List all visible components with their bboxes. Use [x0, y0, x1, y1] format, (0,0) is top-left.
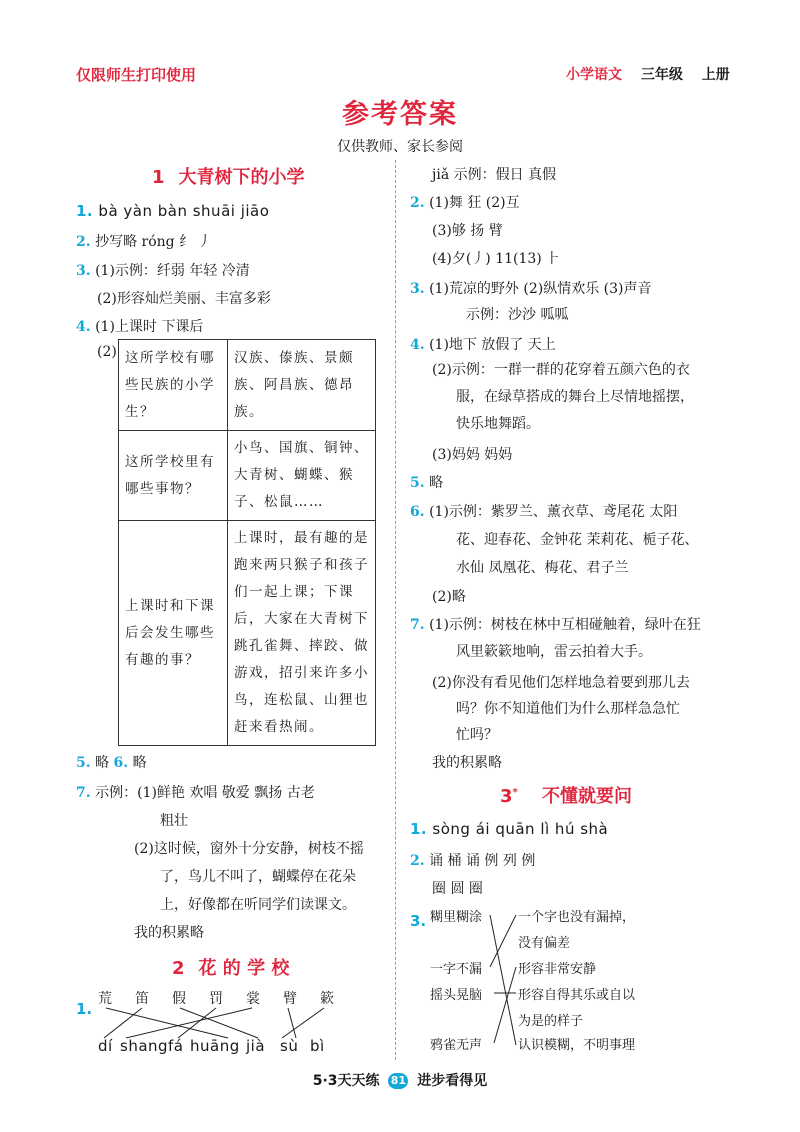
answer-text: (1)示例：树枝在林中互相碰触着，绿叶在狂: [429, 617, 701, 633]
grade-label: 三年级: [640, 67, 683, 83]
question-number: 1.: [410, 820, 428, 838]
match-char: 臂: [283, 991, 297, 1007]
section-number: 1: [152, 167, 165, 188]
section-number: 3*: [500, 786, 518, 807]
answer-text: 我的积累略: [134, 925, 204, 941]
answer-text: 服，在绿草搭成的舞台上尽情地摇摆，: [456, 389, 694, 405]
idiom-item: 摇头晃脑: [430, 988, 483, 1003]
match-line: [180, 1008, 258, 1038]
answer-text: (1)上课时 下课后: [95, 319, 204, 335]
question-number: 4.: [76, 319, 91, 335]
match-char: 簌: [320, 991, 334, 1007]
idiom-item: 糊里糊涂: [430, 910, 483, 925]
answer-text: (2)你没有看见他们怎样地急着要到那儿去: [432, 675, 690, 691]
match-line: [288, 1008, 296, 1038]
match-pinyin: jià: [246, 1037, 266, 1055]
answer-text: (1)示例：紫罗兰、薰衣草、鸢尾花 太阳: [429, 504, 678, 520]
question-number: 3.: [76, 263, 91, 279]
question-number: 7.: [76, 785, 91, 801]
answer-text: 诵 桶 诵 例 列 例: [429, 853, 536, 869]
answer-text: (2)略: [432, 589, 466, 605]
idiom-item: 一字不漏: [430, 962, 483, 977]
answer-text: 风里簌簌地响，雷云拍着大手。: [456, 644, 652, 660]
answer-text: (4)夕(丿) 11(13) ⺊: [432, 251, 561, 267]
table-question: 上课时和下课后会发生哪些有趣的事？: [119, 521, 228, 746]
answer-text: (1)示例：纤弱 年轻 冷清: [95, 263, 250, 279]
table-answer: 上课时，最有趣的是跑来两只猴子和孩子们一起上课；下课后，大家在大青树下跳孔雀舞、摔跤、做游戏，招引来许多小鸟，连松鼠、山狸也赶来看热闹。: [228, 521, 376, 746]
match-pinyin: shang: [120, 1037, 169, 1055]
answer-text: 快乐地舞蹈。: [456, 416, 540, 432]
answer-text: 粗壮: [160, 813, 188, 829]
match-pinyin: huāng: [190, 1037, 240, 1055]
volume-label: 上册: [701, 67, 730, 83]
match-char: 罚: [209, 991, 223, 1007]
question-number: 5.: [76, 755, 91, 771]
match-line: [490, 915, 516, 967]
question-number: 2.: [76, 234, 91, 250]
answer-text: (2)形容灿烂美丽、丰富多彩: [97, 291, 271, 307]
answer-text: (2)这时候，窗外十分安静，树枝不摇: [134, 841, 364, 857]
meaning-item: 形容自得其乐或自以: [518, 988, 636, 1003]
meaning-item: 形容非常安静: [518, 962, 597, 977]
answer-text: (3)够 扬 臂: [432, 223, 503, 239]
question-number: 6.: [113, 755, 129, 771]
page-number: 81: [388, 1073, 408, 1089]
page-title: 参考答案: [342, 99, 458, 130]
match-pinyin: dí: [98, 1037, 113, 1055]
question-number: 3.: [410, 912, 427, 930]
answer-text: 忙吗？: [456, 727, 498, 743]
meaning-item: 为是的样子: [518, 1014, 584, 1029]
answer-text: (2)示例：一群一群的花穿着五颜六色的衣: [432, 362, 690, 378]
answer-text: 略: [429, 475, 444, 491]
match-line: [126, 1008, 252, 1038]
match-pinyin: fá: [168, 1037, 184, 1055]
page-subtitle: 仅供教师、家长参阅: [337, 139, 463, 155]
meaning-item: 认识模糊，不明事理: [518, 1038, 636, 1053]
match-pinyin: bì: [310, 1037, 325, 1055]
answer-text: (3)妈妈 妈妈: [432, 447, 513, 463]
question-number: 2.: [410, 195, 425, 211]
answer-text: (2): [97, 344, 117, 360]
match-char: 裳: [246, 991, 260, 1007]
question-number: 4.: [410, 337, 425, 353]
question-number: 7.: [410, 617, 425, 633]
answer-text: 水仙 凤凰花、梅花、君子兰: [456, 560, 629, 576]
section-title: 不懂就要问: [542, 786, 633, 807]
answer-text: (1)舞 狂 (2)互: [429, 195, 520, 211]
match-pinyin: sù: [280, 1037, 299, 1055]
answer-text: sòng ái quān lì hú shà: [432, 820, 609, 838]
match-char: 荒: [98, 991, 112, 1007]
answer-text: 示例：(1)鲜艳 欢唱 敬爱 飘扬 古老: [95, 785, 315, 801]
match-char: 假: [172, 991, 186, 1007]
answer-text: 上，好像都在听同学们读课文。: [160, 897, 356, 913]
question-number: 1.: [76, 1000, 93, 1018]
table-answer: 小鸟、国旗、铜钟、大青树、蝴蝶、猴子、松鼠……: [228, 431, 376, 521]
answer-text: (1)地下 放假了 天上: [429, 337, 556, 353]
footer: [0, 1070, 800, 1090]
answer-text: jiǎ 示例：假日 真假: [432, 167, 557, 183]
answer-text: 花、迎春花、金钟花 茉莉花、栀子花、: [456, 532, 699, 548]
brand-label: 5·3天天练: [312, 1073, 380, 1089]
answer-text: 圈 圆 圈: [432, 881, 483, 897]
answer-text: bà yàn bàn shuāi jiāo: [98, 202, 270, 220]
subject-label: 小学语文: [566, 67, 622, 83]
slogan-label: 进步看得见: [417, 1073, 488, 1089]
match-char: 笛: [135, 991, 149, 1007]
answer-text: 略: [95, 755, 110, 771]
table-question: 这所学校有哪些民族的小学生？: [119, 340, 228, 431]
answer-text: (1)荒凉的野外 (2)纵情欢乐 (3)声音: [429, 281, 652, 297]
question-number: 1.: [76, 202, 94, 220]
answer-text: 示例：沙沙 呱呱: [466, 307, 569, 323]
answer-text: 略: [132, 755, 147, 771]
question-number: 5.: [410, 475, 425, 491]
meaning-item: 一个字也没有漏掉，: [518, 910, 636, 925]
answer-text: 吗？你不知道他们为什么那样急急忙: [456, 701, 680, 717]
section-number: 2: [172, 958, 185, 979]
section-title: 大青树下的小学: [178, 167, 305, 188]
match-line: [494, 967, 516, 1043]
question-number: 6.: [410, 504, 425, 520]
answer-text: 我的积累略: [432, 755, 502, 771]
table-answer: 汉族、傣族、景颇族、阿昌族、德昂族。: [228, 340, 376, 431]
section-title: 花 的 学 校: [198, 958, 290, 979]
table-question: 这所学校里有哪些事物？: [119, 431, 228, 521]
question-number: 2.: [410, 853, 425, 869]
answer-text: 抄写略 róng 纟 丿: [95, 234, 212, 250]
answer-text: 了，鸟儿不叫了，蝴蝶停在花朵: [160, 869, 356, 885]
question-number: 3.: [410, 281, 425, 297]
meaning-item: 没有偏差: [518, 936, 571, 951]
idiom-item: 鸦雀无声: [430, 1038, 483, 1053]
print-notice: 仅限师生打印使用: [76, 66, 197, 84]
match-line: [282, 1008, 324, 1038]
